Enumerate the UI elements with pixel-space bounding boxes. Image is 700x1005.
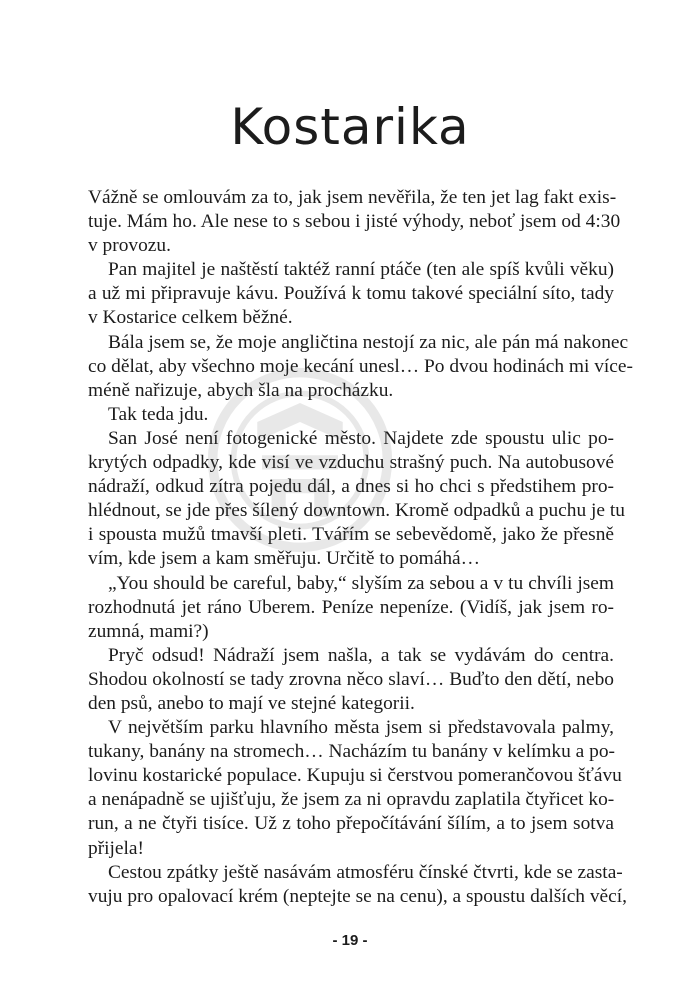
text-line: „You should be careful, baby,“ slyším za sebou a v tu chvíli jsem (108, 572, 614, 594)
text-line: Vážně se omlouvám za to, jak jsem nevěřila, že ten jet lag fakt exis- (88, 187, 617, 208)
text-line: krytých odpadky, kde visí ve vzduchu strašný puch. Na autobusové (88, 452, 614, 474)
text-line: Pan majitel je naštěstí taktéž ranní ptáče (ten ale spíš kvůli věku) (108, 259, 614, 281)
text-line: v provozu. (88, 235, 171, 257)
text-line: rozhodnutá jet ráno Uberem. Peníze nepeníze. (Vidíš, jak jsem ro- (88, 596, 614, 618)
paragraph (88, 331, 633, 403)
paragraph (88, 403, 614, 427)
text-line: V největším parku hlavního města jsem si představovala palmy, (108, 717, 614, 739)
text-line: zumná, mami?) (88, 620, 209, 642)
text-line: co dělat, aby všechno moje kecání unesl… Po dvou hodinách mi více- (88, 355, 633, 377)
text-line: San José není fotogenické město. Najdete zde spoustu ulic po- (108, 427, 614, 449)
page-number: - 19 - (332, 932, 368, 949)
text-line: i spousta mužů tmavší pleti. Tvářím se sebevědomě, jako že přesně (88, 524, 614, 546)
text-line: vuju pro opalovací krém (neptejte se na cenu), a spoustu dalších věcí, (88, 885, 627, 907)
paragraph (88, 258, 614, 330)
text-line: a nenápadně se ujišťuju, že jsem za ni opravdu zaplatila čtyřicet ko- (88, 789, 615, 811)
chapter-title: Kostarika (230, 98, 470, 156)
text-line: Cestou zpátky ještě nasávám atmosféru čínské čtvrti, kde se zasta- (108, 861, 623, 883)
text-line: Bála jsem se, že moje angličtina nestojí za nic, ale pán má nakonec (108, 331, 629, 353)
text-line: tuje. Mám ho. Ale nese to s sebou i jisté výhody, neboť jsem od 4:30 (88, 211, 621, 233)
text-line: přijela! (88, 837, 144, 859)
text-line: v Kostarice celkem běžné. (88, 307, 293, 329)
text-line: hlédnout, se jde přes šílený downtown. Kromě odpadků a puchu je tu (88, 500, 625, 522)
text-line: Pryč odsud! Nádraží jsem našla, a tak se vydávám do centra. (108, 644, 614, 666)
paragraph (88, 186, 621, 258)
text-line: a už mi připravuje kávu. Používá k tomu takové speciální síto, tady (88, 283, 614, 305)
paragraph (88, 644, 614, 716)
text-line: Shodou okolností se tady zrovna něco slaví… Buďto den dětí, nebo (88, 668, 614, 690)
text-line: méně nařizuje, abych šla na procházku. (88, 379, 394, 401)
chapter-body (88, 186, 633, 909)
paragraph (88, 861, 627, 909)
text-line: lovinu kostarické populace. Kupuju si čerstvou pomerančovou šťávu (88, 765, 622, 787)
text-line: nádraží, odkud zítra pojedu dál, a dnes si ho chci s předstihem pro- (88, 476, 614, 498)
paragraph (88, 572, 614, 644)
text-line: Tak teda jdu. (108, 403, 209, 425)
paragraph (88, 427, 625, 572)
text-line: tukany, banány na stromech… Nacházím tu banány v kelímku a po- (88, 741, 615, 763)
text-line: vím, kde jsem a kam směřuju. Určitě to pomáhá… (88, 548, 481, 570)
paragraph (88, 716, 622, 861)
text-line: den psů, anebo to mají ve stejné kategorii. (88, 692, 415, 714)
text-line: run, a ne čtyři tisíce. Už z toho přepočítávání šílím, a to jsem sotva (88, 813, 614, 835)
